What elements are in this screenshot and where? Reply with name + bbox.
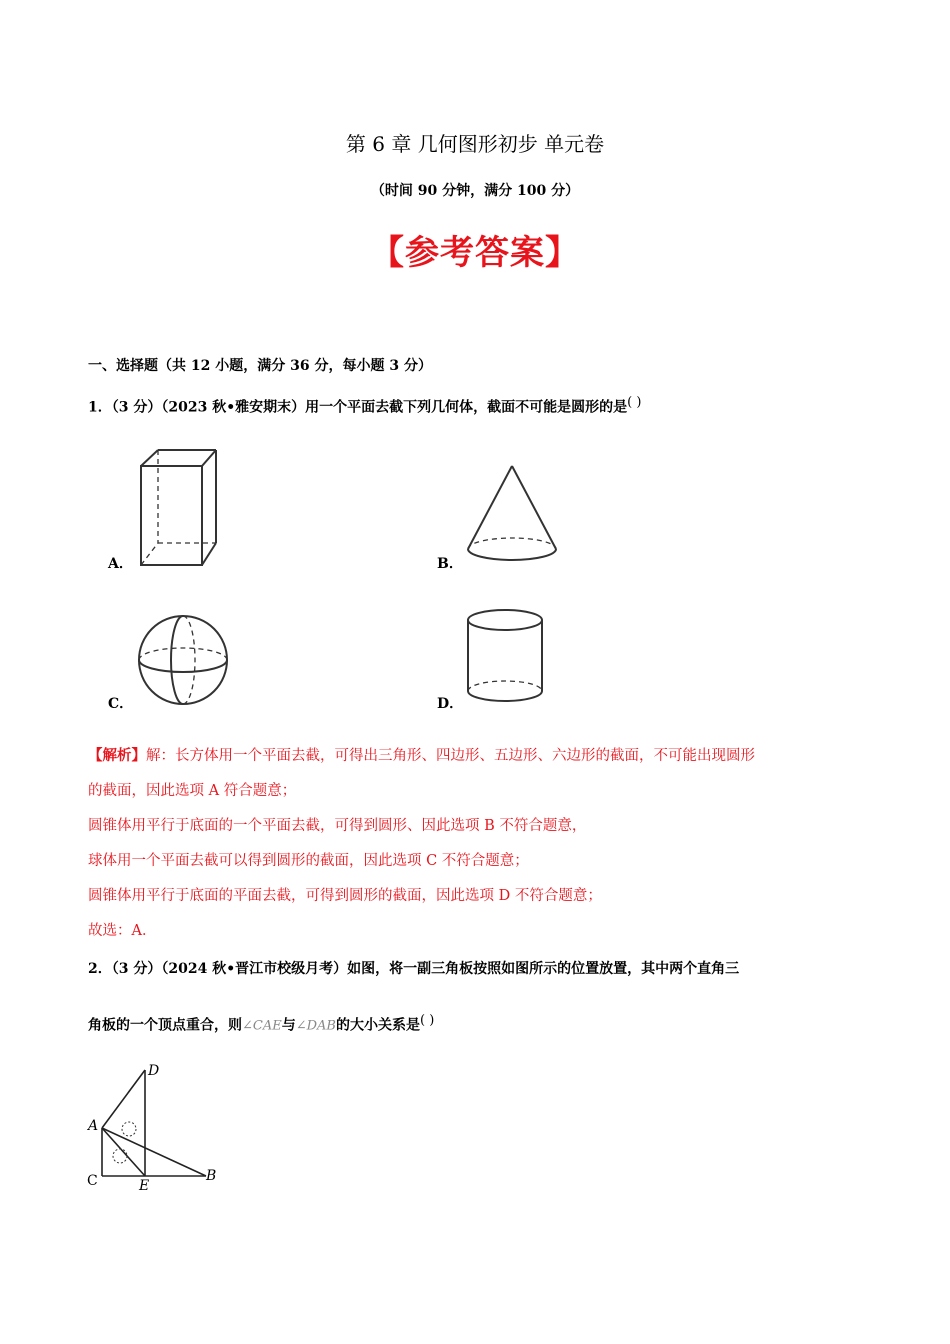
- angle-mark-1: [122, 1122, 136, 1136]
- analysis-line-6: 故选：A．: [88, 923, 157, 939]
- angle-dab: ∠DAB: [295, 1018, 336, 1034]
- label-e: E: [139, 1178, 150, 1193]
- question-2-score: （3 分）: [111, 961, 162, 977]
- cuboid-figure: [132, 445, 224, 570]
- question-1-source: （2023 秋•雅安期末）: [161, 399, 306, 416]
- question-2-stem-line-1: [88, 958, 739, 978]
- question-2-number: 2．: [88, 961, 112, 977]
- question-2-text-2b: 与: [281, 1017, 296, 1034]
- segment-ab: [102, 1128, 206, 1176]
- option-c-label: C．: [108, 696, 134, 712]
- analysis-line-2: 的截面，因此选项 A 符合题意；: [88, 783, 297, 799]
- option-b-label: B．: [437, 556, 463, 572]
- analysis-line-1: [88, 738, 868, 774]
- answer-heading: 【参考答案】: [370, 233, 580, 273]
- question-2-text-1: 如图，将一副三角板按照如图所示的位置放置，其中两个直角三: [347, 961, 740, 977]
- analysis-tag: 【解析】: [88, 747, 146, 764]
- question-2-source: （2024 秋•晋江市校级月考）: [161, 961, 348, 977]
- triangle-boards-figure: [82, 1058, 232, 1193]
- option-a-label: A．: [108, 556, 133, 572]
- section-heading: 一、选择题（共 12 小题，满分 36 分，每小题 3 分）: [88, 358, 432, 374]
- angle-mark-2: [113, 1149, 127, 1163]
- cylinder-figure: [463, 605, 549, 713]
- label-c: C: [87, 1173, 98, 1189]
- analysis-line-4: 球体用一个平面去截可以得到圆形的截面，因此选项 C 不符合题意；: [88, 853, 529, 869]
- question-1-stem: [88, 395, 641, 417]
- question-1-score: （3 分）: [111, 399, 162, 416]
- segment-ae: [102, 1128, 145, 1176]
- analysis-line-3: 圆锥体用平行于底面的一个平面去截，可得到圆形、因此选项 B 不符合题意，: [88, 818, 587, 834]
- sphere-figure: [136, 612, 232, 708]
- question-1-analysis: [88, 738, 868, 949]
- exam-subtitle: （时间 90 分钟，满分 100 分）: [370, 183, 580, 199]
- question-1-number: 1．: [88, 399, 112, 416]
- label-a: A: [88, 1118, 99, 1134]
- question-2-answer-blank: ( ): [419, 1013, 435, 1028]
- analysis-line-5: 圆锥体用平行于底面的平面去截，可得到圆形的截面，因此选项 D 不符合题意；: [88, 888, 602, 904]
- option-d-label: D．: [437, 696, 464, 712]
- question-1-text: 用一个平面去截下列几何体，截面不可能是圆形的是: [305, 399, 628, 416]
- angle-cae: ∠CAE: [242, 1018, 282, 1034]
- analysis-text-1: 解：长方体用一个平面去截，可得出三角形、四边形、五边形、六边形的截面，不可能出现圆形: [146, 748, 755, 764]
- page-title: 第 6 章 几何图形初步 单元卷: [345, 132, 605, 156]
- question-1-answer-blank: ( ): [627, 395, 642, 410]
- label-b: B: [206, 1168, 217, 1184]
- question-2-text-2a: 角板的一个顶点重合，则: [88, 1017, 242, 1034]
- question-2-stem-line-2: [88, 1013, 434, 1035]
- cone-figure: [463, 460, 563, 570]
- label-d: D: [148, 1063, 160, 1079]
- segment-ad: [102, 1070, 145, 1128]
- question-2-text-2c: 的大小关系是: [335, 1017, 420, 1034]
